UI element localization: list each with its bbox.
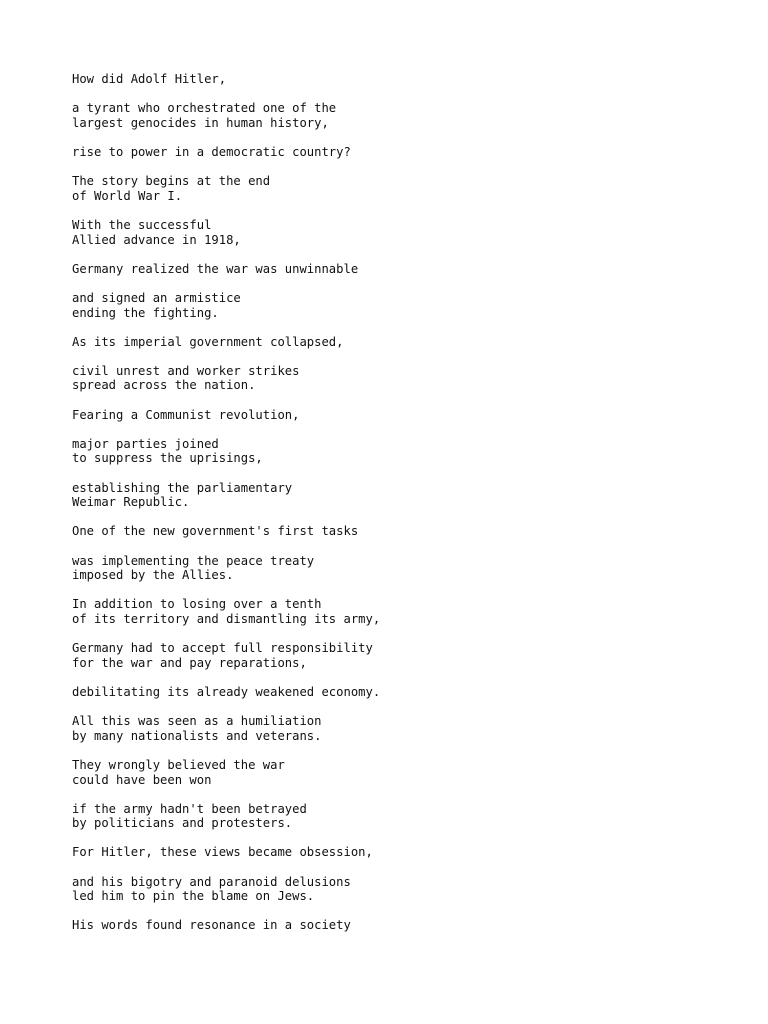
text-line: Allied advance in 1918, bbox=[72, 232, 241, 247]
text-line: His words found resonance in a society bbox=[72, 918, 351, 933]
text-line: Weimar Republic. bbox=[72, 495, 190, 510]
stanza bbox=[72, 72, 732, 87]
stanza bbox=[72, 437, 732, 466]
text-line: civil unrest and worker strikes bbox=[72, 363, 300, 378]
text-line: establishing the parliamentary bbox=[72, 480, 293, 495]
stanza bbox=[72, 291, 732, 320]
stanza bbox=[72, 174, 732, 203]
stanza bbox=[72, 918, 732, 933]
stanza bbox=[72, 524, 732, 539]
text-line: led him to pin the blame on Jews. bbox=[72, 889, 315, 904]
text-line: could have been won bbox=[72, 772, 212, 787]
text-line: rise to power in a democratic country? bbox=[72, 144, 351, 159]
text-line: As its imperial government collapsed, bbox=[72, 334, 344, 349]
text-line: largest genocides in human history, bbox=[72, 115, 329, 130]
text-line: and his bigotry and paranoid delusions bbox=[72, 874, 351, 889]
stanza bbox=[72, 758, 732, 787]
text-line: How did Adolf Hitler, bbox=[72, 72, 227, 86]
stanza bbox=[72, 802, 732, 831]
text-line: for the war and pay reparations, bbox=[72, 655, 307, 670]
stanza bbox=[72, 101, 732, 130]
text-line: was implementing the peace treaty bbox=[72, 553, 315, 568]
text-line: spread across the nation. bbox=[72, 378, 256, 393]
stanza bbox=[72, 481, 732, 510]
stanza bbox=[72, 641, 732, 670]
text-line: One of the new government's first tasks bbox=[72, 524, 359, 539]
text-line: major parties joined bbox=[72, 436, 219, 451]
stanza bbox=[72, 145, 732, 160]
text-line: ending the fighting. bbox=[72, 305, 219, 320]
stanza bbox=[72, 714, 732, 743]
text-line: Germany realized the war was unwinnable bbox=[72, 261, 359, 276]
stanza bbox=[72, 845, 732, 860]
text-line: In addition to losing over a tenth bbox=[72, 597, 322, 612]
stanza bbox=[72, 364, 732, 393]
text-line: of its territory and dismantling its army, bbox=[72, 611, 381, 626]
stanza bbox=[72, 218, 732, 247]
stanza bbox=[72, 335, 732, 350]
text-line: debilitating its already weakened economy. bbox=[72, 684, 381, 699]
text-line: Germany had to accept full responsibility bbox=[72, 641, 373, 656]
stanza bbox=[72, 597, 732, 626]
stanza bbox=[72, 554, 732, 583]
text-line: All this was seen as a humiliation bbox=[72, 714, 322, 729]
text-line: if the army hadn't been betrayed bbox=[72, 801, 307, 816]
stanza bbox=[72, 875, 732, 904]
text-line: They wrongly believed the war bbox=[72, 757, 285, 772]
text-line: With the successful bbox=[72, 217, 212, 232]
text-line: to suppress the uprisings, bbox=[72, 451, 263, 466]
text-line: For Hitler, these views became obsession, bbox=[72, 845, 373, 860]
text-line: The story begins at the end bbox=[72, 174, 271, 189]
text-line: a tyrant who orchestrated one of the bbox=[72, 101, 337, 116]
stanza bbox=[72, 408, 732, 423]
document-page bbox=[72, 72, 732, 948]
text-line: Fearing a Communist revolution, bbox=[72, 407, 300, 422]
stanza bbox=[72, 262, 732, 277]
text-line: and signed an armistice bbox=[72, 290, 241, 305]
text-line: by many nationalists and veterans. bbox=[72, 728, 322, 743]
text-line: of World War I. bbox=[72, 188, 183, 203]
text-line: by politicians and protesters. bbox=[72, 816, 293, 831]
stanza bbox=[72, 685, 732, 700]
text-line: imposed by the Allies. bbox=[72, 568, 234, 583]
